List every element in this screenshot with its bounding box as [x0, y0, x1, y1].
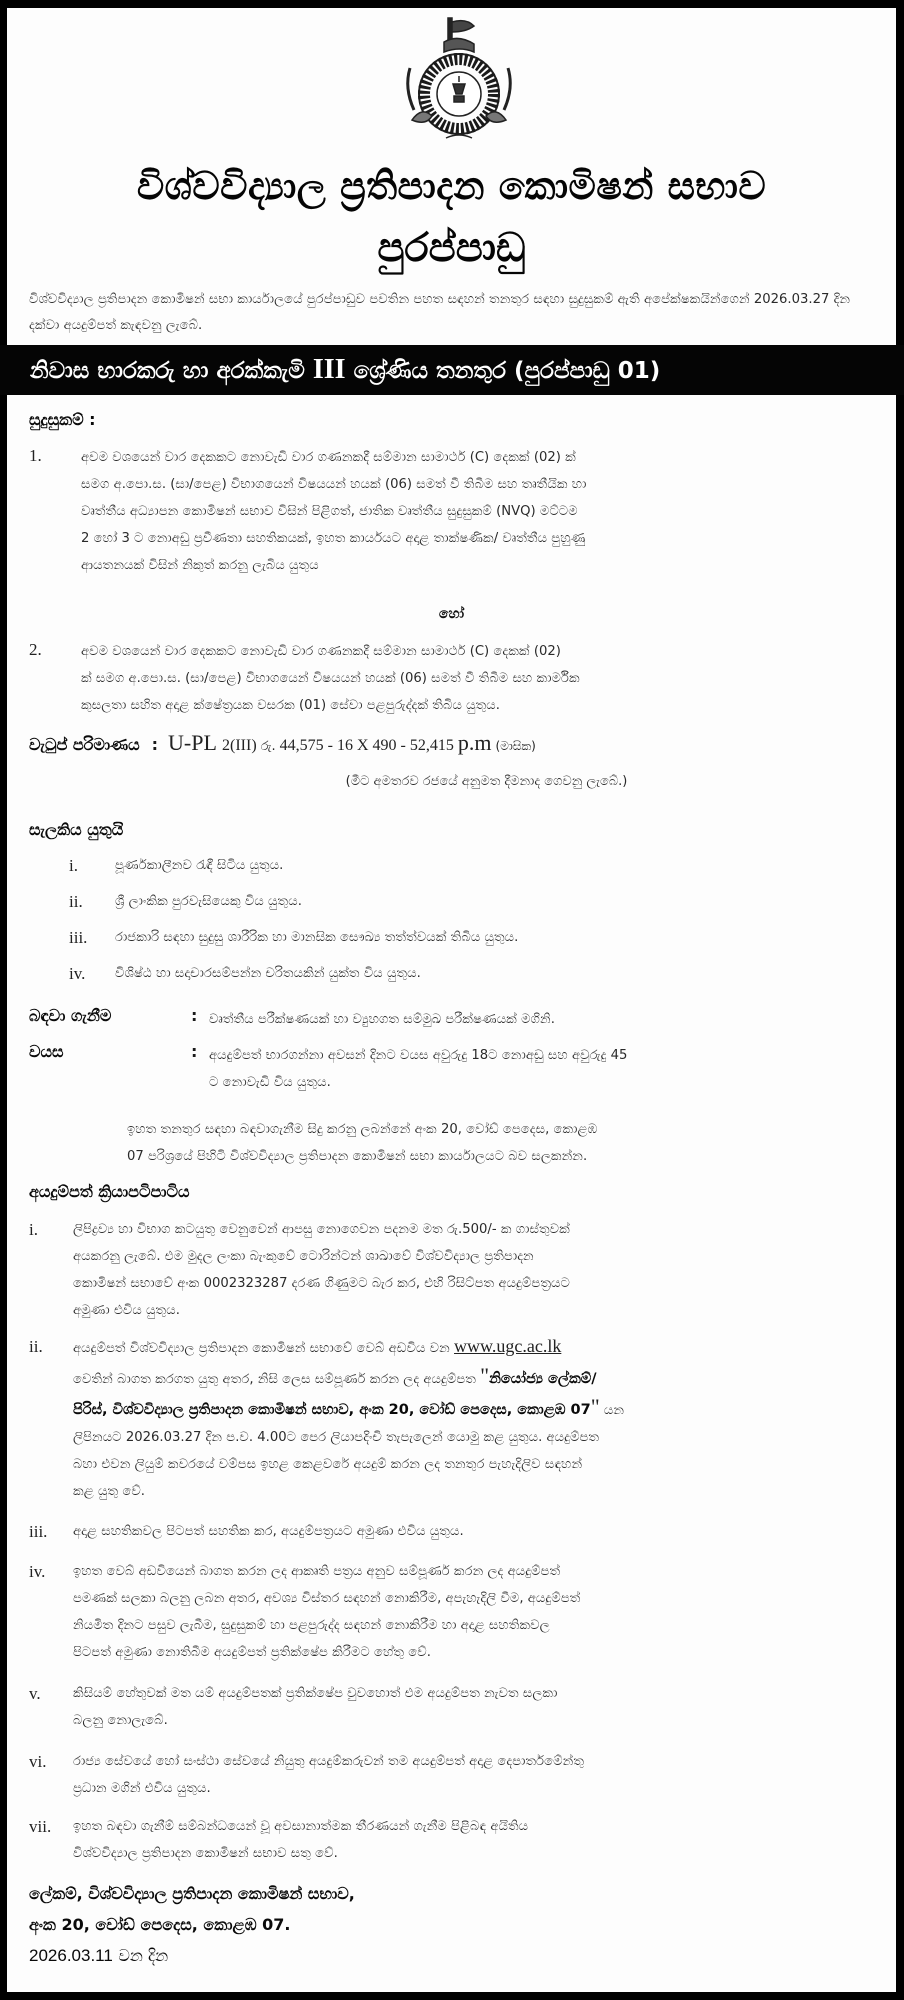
procedure-line: කොමිෂන් සභාවේ අංක 0002323287 දරණ ගිණුමට බැර කර, එහි රිසිට්පත අයදුම්පත්‍රයට — [73, 1276, 570, 1291]
procedure-line: ලිපිනයට 2026.03.27 දින ප.ව. 4.00ට පෙර ලියාපදිංචි තැපැලෙන් යොමු කළ යුතුය. අයදුම්පත — [73, 1430, 600, 1445]
note-item-4 — [69, 960, 869, 994]
salary-amount: 44,575 - 16 X 490 - 52,415 — [279, 737, 454, 754]
procedure-line: ලිපිද්‍රව්‍ය හා විභාග කටයුතු වෙනුවෙන් ආපසු නොගෙවන පදනම මත රු.500/- ක ගාස්තුවක් — [73, 1222, 570, 1237]
procedure-line: කිසියම් හේතුවක් මත යම් අයදුම්පතක් ප්‍රතික්ෂේප වුවහොත් එම අයදුම්පත නැවත සලකා — [73, 1686, 558, 1701]
procedure-line: නියමිත දිනට පසුව ලැබීම, සුදුසුකම් හා පළපුරුද්ද සඳහන් නොකිරීම හා අදාළ සහතිකවල — [73, 1618, 550, 1633]
signatory: ලේකම්, විශ්වවිද්‍යාල ප්‍රතිපාදන කොමිෂන් සභාව, — [29, 1884, 355, 1903]
ugc-crest-logo — [398, 12, 520, 144]
salary-currency: රු. — [260, 739, 276, 754]
procedure-heading: අයදුම්පත් ක්‍රියාපටිපාටිය — [29, 1182, 190, 1201]
quote-open: " — [480, 1363, 490, 1388]
location-note-line: 07 පරිශ්‍රයේ පිහිටි විශ්වවිද්‍යාල ප්‍රතිපාදන කොමිෂන් සභා කාර්යාලයට බව සලකන්න. — [127, 1149, 588, 1164]
procedure-line: පිටපත් අමුණා නොතිබීම අයදුම්පත් ප්‍රතික්ෂේප කිරීමට හේතු වේ. — [73, 1645, 431, 1660]
age-label: වයස — [29, 1042, 64, 1061]
note-number: iii. — [69, 928, 88, 947]
post-title-part1: නිවාස භාරකරු හා අරක්කැමි — [30, 358, 313, 384]
procedure-number: i. — [29, 1220, 38, 1239]
age-value — [209, 1042, 879, 1096]
salary-scale-row — [29, 730, 536, 756]
issue-date-line — [29, 1940, 355, 1971]
quote-close: " — [590, 1394, 600, 1419]
qualification-line: ක් සමග අ.පො.ස. (සා/පෙළ) විභාගයෙන් විෂයයන් හයක් (06) සමත් වී තිබීම සහ කාර්මික — [81, 671, 580, 686]
procedure-line — [73, 1393, 881, 1424]
procedure-line: ප්‍රධාන මගින් එවිය යුතුය. — [73, 1781, 211, 1796]
post-title-part2: ශ්‍රේණිය තනතුර (පුරප්පාඩු 01) — [345, 358, 661, 384]
procedure-line — [73, 1333, 881, 1362]
salary-label: වැටුප් පරිමාණය — [29, 735, 140, 754]
procedure-line: බලනු නොලැබේ. — [73, 1713, 168, 1728]
procedure-line: පමණක් සලකා බලනු ලබන අතර, අවශ්‍ය විස්තර සඳහන් නොකිරීම, අපැහැදිලි වීම, අයදුම්පත් — [73, 1591, 581, 1606]
salary-allowance-note: (මීට අමතරව රජයේ අනුමත දීමනාද ගෙවනු ලැබේ.) — [345, 774, 628, 789]
procedure-item-4 — [29, 1558, 881, 1668]
procedure-line: ඉහත බඳවා ගැනීම් සම්බන්ධයෙන් වූ අවසානාත්මක තීරණයන් ගැනීම පිළිබඳ අයිතිය — [73, 1819, 529, 1834]
age-line: ට නොවැඩි විය යුතුය. — [209, 1075, 331, 1090]
procedure-text: වෙතින් බාගත කරගත යුතු අතර, නිසි ලෙස සම්පූර්ණ කරන ලද අයදුම්පත — [73, 1372, 476, 1387]
procedure-item-3 — [29, 1518, 881, 1548]
note-item-3 — [69, 924, 869, 958]
address-bold-part2: පිරිස්, විශ්වවිද්‍යාල ප්‍රතිපාදන කොමිෂන් සභාව, අංක 20, වෝඩ් පෙදෙස, කොළඹ 07 — [73, 1402, 591, 1418]
procedure-text: යන — [603, 1403, 625, 1418]
age-line: අයදුම්පත් භාරගන්නා අවසන් දිනට වයස අවුරුදු 18ට නොඅඩු සහ අවුරුදු 45 — [209, 1048, 628, 1063]
recruitment-label: බඳවා ගැනීම — [29, 1006, 112, 1025]
procedure-number: ii. — [29, 1337, 43, 1356]
procedure-line: ඉහත වෙබ් අඩවියෙන් බාගත කරන ලද ආකෘති පත්‍රය අනුව සම්පූර්ණ කරන ලද අයදුම්පත් — [73, 1564, 561, 1579]
issue-date: 2026.03.11 — [29, 1946, 113, 1965]
qualifications-heading: සුදුසුකම් : — [29, 410, 96, 429]
notes-heading: සැලකිය යුතුයි — [29, 820, 124, 839]
qualification-line: 2 හෝ 3 ට නොඅඩු ප්‍රවීණතා සහතිකයක්, ඉහත කාර්යයට අදාළ තාක්ෂණික/ වෘත්තීය පුහුණු — [81, 531, 586, 546]
address: අංක 20, වෝඩ් පෙදෙස, කොළඹ 07. — [29, 1915, 291, 1934]
qualification-line: ආයතනයක් විසින් නිකුත් කරනු ලැබිය යුතුය — [81, 558, 319, 573]
procedure-number: vi. — [29, 1752, 47, 1771]
procedure-item-6 — [29, 1748, 881, 1804]
qualification-line: සමග අ.පො.ස. (සා/පෙළ) විභාගයෙන් විෂයයන් හයක් (06) සමත් වී තිබීම සහ තෘතීයික හා — [81, 477, 587, 492]
procedure-line: අමුණා එවිය යුතුය. — [73, 1303, 180, 1318]
note-text: විශිෂ්ඨ හා සදාචාරසම්පන්න චරිතයකින් යුක්ත විය යුතුය. — [115, 966, 421, 981]
procedure-number: iii. — [29, 1522, 48, 1541]
qualification-line: වෘත්තීය අධ්‍යාපන කොමිෂන් සභාව විසින් පිළිගත්, ජාතික වෘත්තීය සුදුසුකම් (NVQ) මට්ටම — [81, 504, 578, 519]
note-item-2 — [69, 888, 869, 922]
qualification-item-1 — [29, 444, 881, 584]
recruitment-colon: : — [191, 1006, 198, 1025]
procedure-line: විශ්වවිද්‍යාල ප්‍රතිපාදන කොමිෂන් සභාව සතු වේ. — [73, 1846, 338, 1861]
procedure-line: රාජ්‍ය සේවයේ හෝ සංස්ථා සේවයේ නියුතු අයදුම්කරුවන් තම අයදුම්පත් අදාළ දෙපාර්තමේන්තු — [73, 1754, 585, 1769]
procedure-line: අයකරනු ලැබේ. එම මුදල ලංකා බැංකුවේ ටොරින්ටන් ශාඛාවේ විශ්වවිද්‍යාල ප්‍රතිපාදන — [73, 1249, 534, 1264]
note-number: i. — [69, 856, 78, 875]
procedure-item-5 — [29, 1680, 881, 1736]
organization-title: විශ්වවිද්‍යාල ප්‍රතිපාදන කොමිෂන් සභාව — [136, 164, 767, 208]
location-note — [127, 1116, 887, 1170]
procedure-line: අදාළ සහතිකවල පිටපත් සහතික කර, අයදුම්පත්‍රයට අමුණා එවිය යුතුය. — [73, 1524, 464, 1539]
procedure-item-2 — [29, 1333, 881, 1503]
vacancy-notice-page — [7, 8, 896, 1992]
qualification-number: 1. — [29, 446, 42, 465]
procedure-line: කළ යුතු වේ. — [73, 1484, 145, 1499]
note-text: පූර්ණකාලීනව රැඳී සිටිය යුතුය. — [115, 858, 284, 873]
note-item-1 — [69, 852, 869, 886]
recruitment-value: වෘත්තීය පරීක්ෂණයක් හා ව්‍යුහගත සම්මුඛ පරීක්ෂණයක් මගිනි. — [209, 1012, 555, 1027]
salary-per-month: p.m — [457, 730, 492, 755]
address-bold-part1: නියෝජ්‍ය ලේකම්/ — [489, 1371, 597, 1387]
qualification-number: 2. — [29, 640, 42, 659]
note-text: රාජකාරි සඳහා සුදුසු ශාරීරික හා මානසික සෞඛ්‍ය තත්ත්වයක් තිබිය යුතුය. — [115, 930, 519, 945]
salary-grade: 2(III) — [222, 737, 257, 754]
intro-paragraph: විශ්වවිද්‍යාල ප්‍රතිපාදන කොමිෂන් සභා කාර්යාලයේ පුරප්පාඩුව පවතින පහත සඳහන් තනතුර සඳහා සුදුසුකම් ඇති අපේක්ෂකයින්ගෙන් 2026.03.27 දින දක්වා අයදුම්පත් කැඳවනු ලැබේ. — [29, 292, 851, 333]
notice-type-title: පුරප්පාඩු — [377, 225, 526, 271]
signature-block — [29, 1878, 355, 1971]
procedure-text: අයදුම්පත් විශ්වවිද්‍යාල ප්‍රතිපාදන කොමිෂන් සභාවේ වෙබ් අඩවිය වන — [73, 1341, 450, 1356]
or-separator: හෝ — [438, 606, 465, 622]
recruitment-row — [29, 1006, 881, 1036]
procedure-item-7 — [29, 1813, 881, 1869]
procedure-number: vii. — [29, 1817, 52, 1836]
salary-monthly: (මාසික) — [495, 739, 536, 753]
post-grade: III — [312, 354, 346, 385]
procedure-number: iv. — [29, 1562, 46, 1581]
qualification-line: කුසලතා සහිත අදාළ ක්ෂේත්‍රයක වසරක (01) සේවා පළපුරුද්දක් තිබිය යුතුය. — [81, 698, 500, 713]
qualification-line: අවම වශයෙන් වාර දෙකකට නොවැඩි වාර ගණනකදී සම්මාන සාමාර්ථ (C) දෙකක් (02) — [81, 644, 561, 659]
age-colon: : — [191, 1042, 198, 1061]
salary-colon: : — [151, 735, 159, 754]
qualification-line: අවම වශයෙන් වාර දෙකකට නොවැඩි වාර ගණනකදී සම්මාන සාමාර්ථ (C) දෙකක් (02) ක් — [81, 450, 576, 465]
note-text: ශ්‍රී ලාංකික පුරවැසියෙකු විය යුතුය. — [115, 894, 302, 909]
note-number: ii. — [69, 892, 83, 911]
salary-scale-code: U-PL — [168, 730, 217, 755]
procedure-item-1 — [29, 1216, 881, 1326]
note-number: iv. — [69, 964, 86, 983]
ugc-website-link[interactable]: www.ugc.ac.lk — [454, 1336, 562, 1356]
post-title-bar — [0, 345, 904, 395]
qualification-item-2 — [29, 638, 881, 728]
age-row — [29, 1042, 881, 1102]
location-note-line: ඉහත තනතුර සඳහා බඳවාගැනීම සිදු කරනු ලබන්නේ අංක 20, වෝඩ් පෙදෙස, කොළඹ — [127, 1122, 598, 1137]
issue-date-suffix: වන දින — [118, 1946, 169, 1965]
procedure-line: බහා එවන ලියුම් කවරයේ වම්පස ඉහළ කෙළවරේ අයදුම් කරන ලද තනතුර පැහැදිලිව සඳහන් — [73, 1457, 583, 1472]
procedure-line — [73, 1362, 881, 1393]
procedure-number: v. — [29, 1684, 41, 1703]
